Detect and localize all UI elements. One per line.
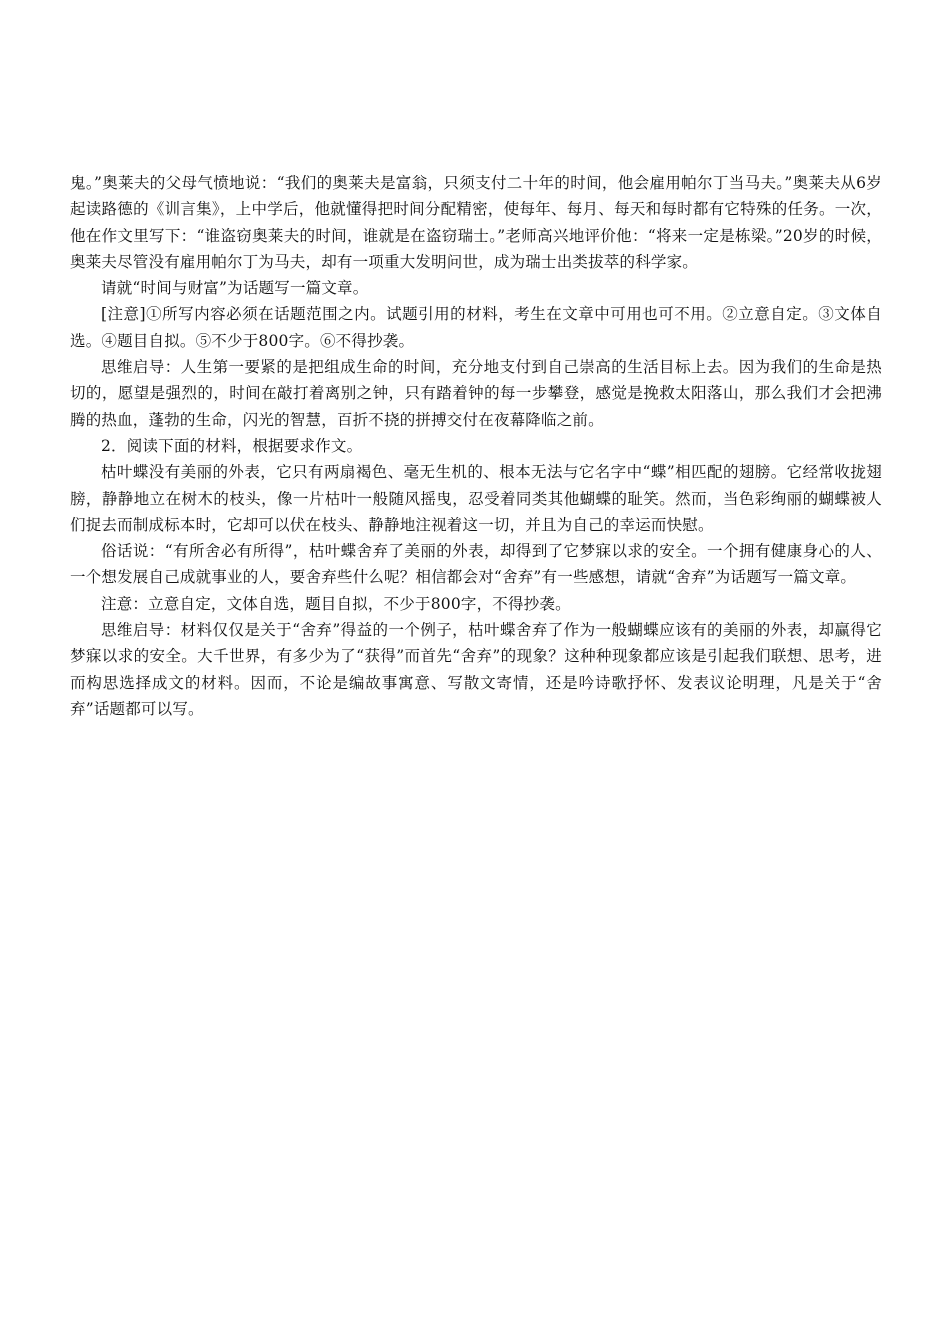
paragraph-story-continuation: 鬼。”奥莱夫的父母气愤地说：“我们的奥莱夫是富翁，只须支付二十年的时间，他会雇用帕尔丁当马夫。”奥莱夫从6岁起读路德的《训言集》，上中学后，他就懂得把时间分配精密，使每年、每月、每天和每时都有它特殊的任务。一次，他在作文里写下：“谁盗窃奥莱夫的时间，谁就是在盗窃瑞士。”老师高兴地评价他：“将来一定是栋梁。”20岁的时候，奥莱夫尽管没有雇用帕尔丁为马夫，却有一项重大发明问世，成为瑞士出类拔萃的科学家。 [70,174,882,271]
paragraph-prompt-time-wealth: 请就“时间与财富”为话题写一篇文章。 [101,279,369,298]
paragraph-notice-2: 注意：立意自定，文体自选，题目自拟，不少于800字，不得抄袭。 [101,594,571,613]
document-page [70,0,882,1344]
paragraph-question-2: 2．阅读下面的材料，根据要求作文。 [101,436,363,455]
paragraph-guidance-2: 思维启导：材料仅仅是关于“舍弃”得益的一个例子，枯叶蝶舍弃了作为一般蝴蝶应该有的美丽的外表，却赢得它梦寐以求的安全。大千世界，有多少为了“获得”而首先“舍弃”的现象？这种种现象都应该是引起我们联想、思考，进而构思选择成文的材料。因而，不论是编故事寓意、写散文寄情，还是吟诗歌抒怀、发表议论明理，凡是关于“舍弃”话题都可以写。 [70,621,882,718]
paragraph-prompt-give-up: 俗话说：“有所舍必有所得”，枯叶蝶舍弃了美丽的外表，却得到了它梦寐以求的安全。一个拥有健康身心的人、一个想发展自己成就事业的人，要舍弃些什么呢？相信都会对“舍弃”有一些感想，请就“舍弃”为话题写一篇文章。 [70,542,882,587]
paragraph-notice-1: [注意]①所写内容必须在话题范围之内。试题引用的材料，考生在文章中可用也可不用。②立意自定。③文体自选。④题目自拟。⑤不少于800字。⑥不得抄袭。 [70,305,882,350]
paragraph-guidance-1: 思维启导：人生第一要紧的是把组成生命的时间，充分地支付到自己崇高的生活目标上去。因为我们的生命是热切的，愿望是强烈的，时间在敲打着离别之钟，只有踏着钟的每一步攀登，感觉是挽救太阳落山，那么我们才会把沸腾的热血，蓬勃的生命，闪光的智慧，百折不挠的拼搏交付在夜幕降临之前。 [70,358,882,429]
document-body [70,170,882,722]
paragraph-material-butterfly: 枯叶蝶没有美丽的外表，它只有两扇褐色、毫无生机的、根本无法与它名字中“蝶”相匹配的翅膀。它经常收拢翅膀，静静地立在树木的枝头，像一片枯叶一般随风摇曳，忍受着同类其他蝴蝶的耻笑。然而，当色彩绚丽的蝴蝶被人们捉去而制成标本时，它却可以伏在枝头、静静地注视着这一切，并且为自己的幸运而快慰。 [70,463,882,534]
